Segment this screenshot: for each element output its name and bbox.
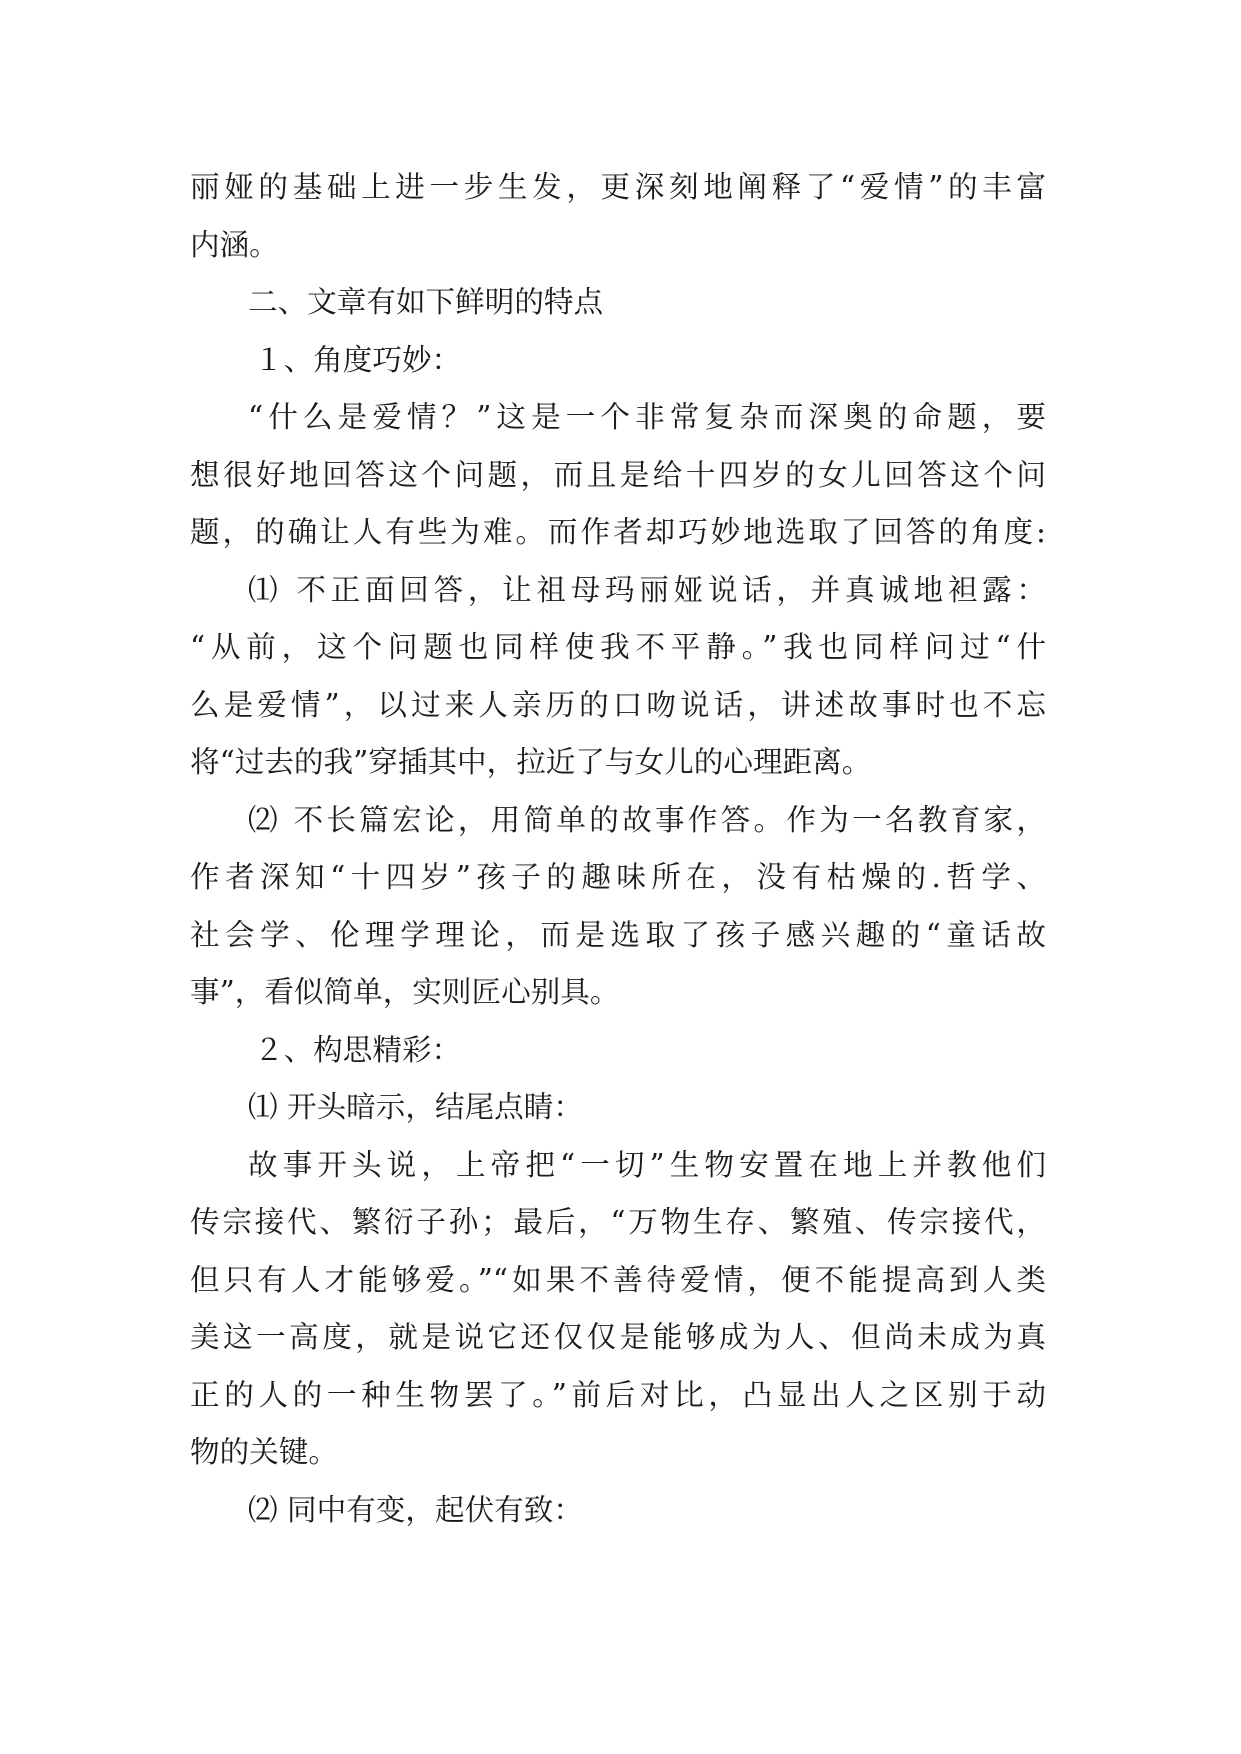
text-line: 社会学、伦理学理论，而是选取了孩子感兴趣的“童话故 xyxy=(190,917,1046,952)
text-line: 美这一高度，就是说它还仅仅是能够成为人、但尚未成为真 xyxy=(190,1320,1046,1354)
text-line: 传宗接代、繁衍子孙；最后，“万物生存、繁殖、传宗接代， xyxy=(190,1205,1046,1239)
body-text xyxy=(190,159,1046,1539)
text-line: ⑴ 开头暗示，结尾点睛： xyxy=(248,1090,583,1124)
subsection-heading: １、角度巧妙： xyxy=(254,342,462,377)
text-line: 将“过去的我”穿插其中，拉近了与女儿的心理距离。 xyxy=(190,745,872,779)
text-line: 么是爱情”，以过来人亲历的口吻说话，讲述故事时也不忘 xyxy=(190,687,1046,722)
text-line: 事”，看似简单，实则匠心别具。 xyxy=(190,975,620,1009)
section-heading: 二、文章有如下鲜明的特点 xyxy=(248,285,604,319)
text-line: 正的人的一种生物罢了。”前后对比，凸显出人之区别于动 xyxy=(190,1377,1046,1412)
text-line: 作者深知“十四岁”孩子的趣味所在，没有枯燥的.哲学、 xyxy=(190,860,1046,894)
text-line: 内涵。 xyxy=(190,227,279,262)
text-line: 故事开头说，上帝把“一切”生物安置在地上并教他们 xyxy=(248,1147,1046,1182)
text-line: “从前，这个问题也同样使我不平静。”我也同样问过“什 xyxy=(190,630,1046,664)
text-line: ⑴ 不正面回答，让祖母玛丽娅说话，并真诚地袒露： xyxy=(248,572,1046,607)
text-line: 物的关键。 xyxy=(190,1435,338,1469)
text-line: “什么是爱情？”这是一个非常复杂而深奥的命题，要 xyxy=(248,400,1046,434)
text-line: 题，的确让人有些为难。而作者却巧妙地选取了回答的角度: xyxy=(190,515,1046,549)
text-line: 丽娅的基础上进一步生发，更深刻地阐释了“爱情”的丰富 xyxy=(190,170,1046,204)
text-line: ⑵ 同中有变，起伏有致： xyxy=(248,1492,583,1527)
text-line: 但只有人才能够爱。”“如果不善待爱情，便不能提高到人类 xyxy=(190,1262,1046,1297)
subsection-heading: ２、构思精彩： xyxy=(254,1032,462,1067)
text-line: ⑵ 不长篇宏论，用简单的故事作答。作为一名教育家， xyxy=(248,802,1046,837)
text-line: 想很好地回答这个问题，而且是给十四岁的女儿回答这个问 xyxy=(190,457,1046,492)
